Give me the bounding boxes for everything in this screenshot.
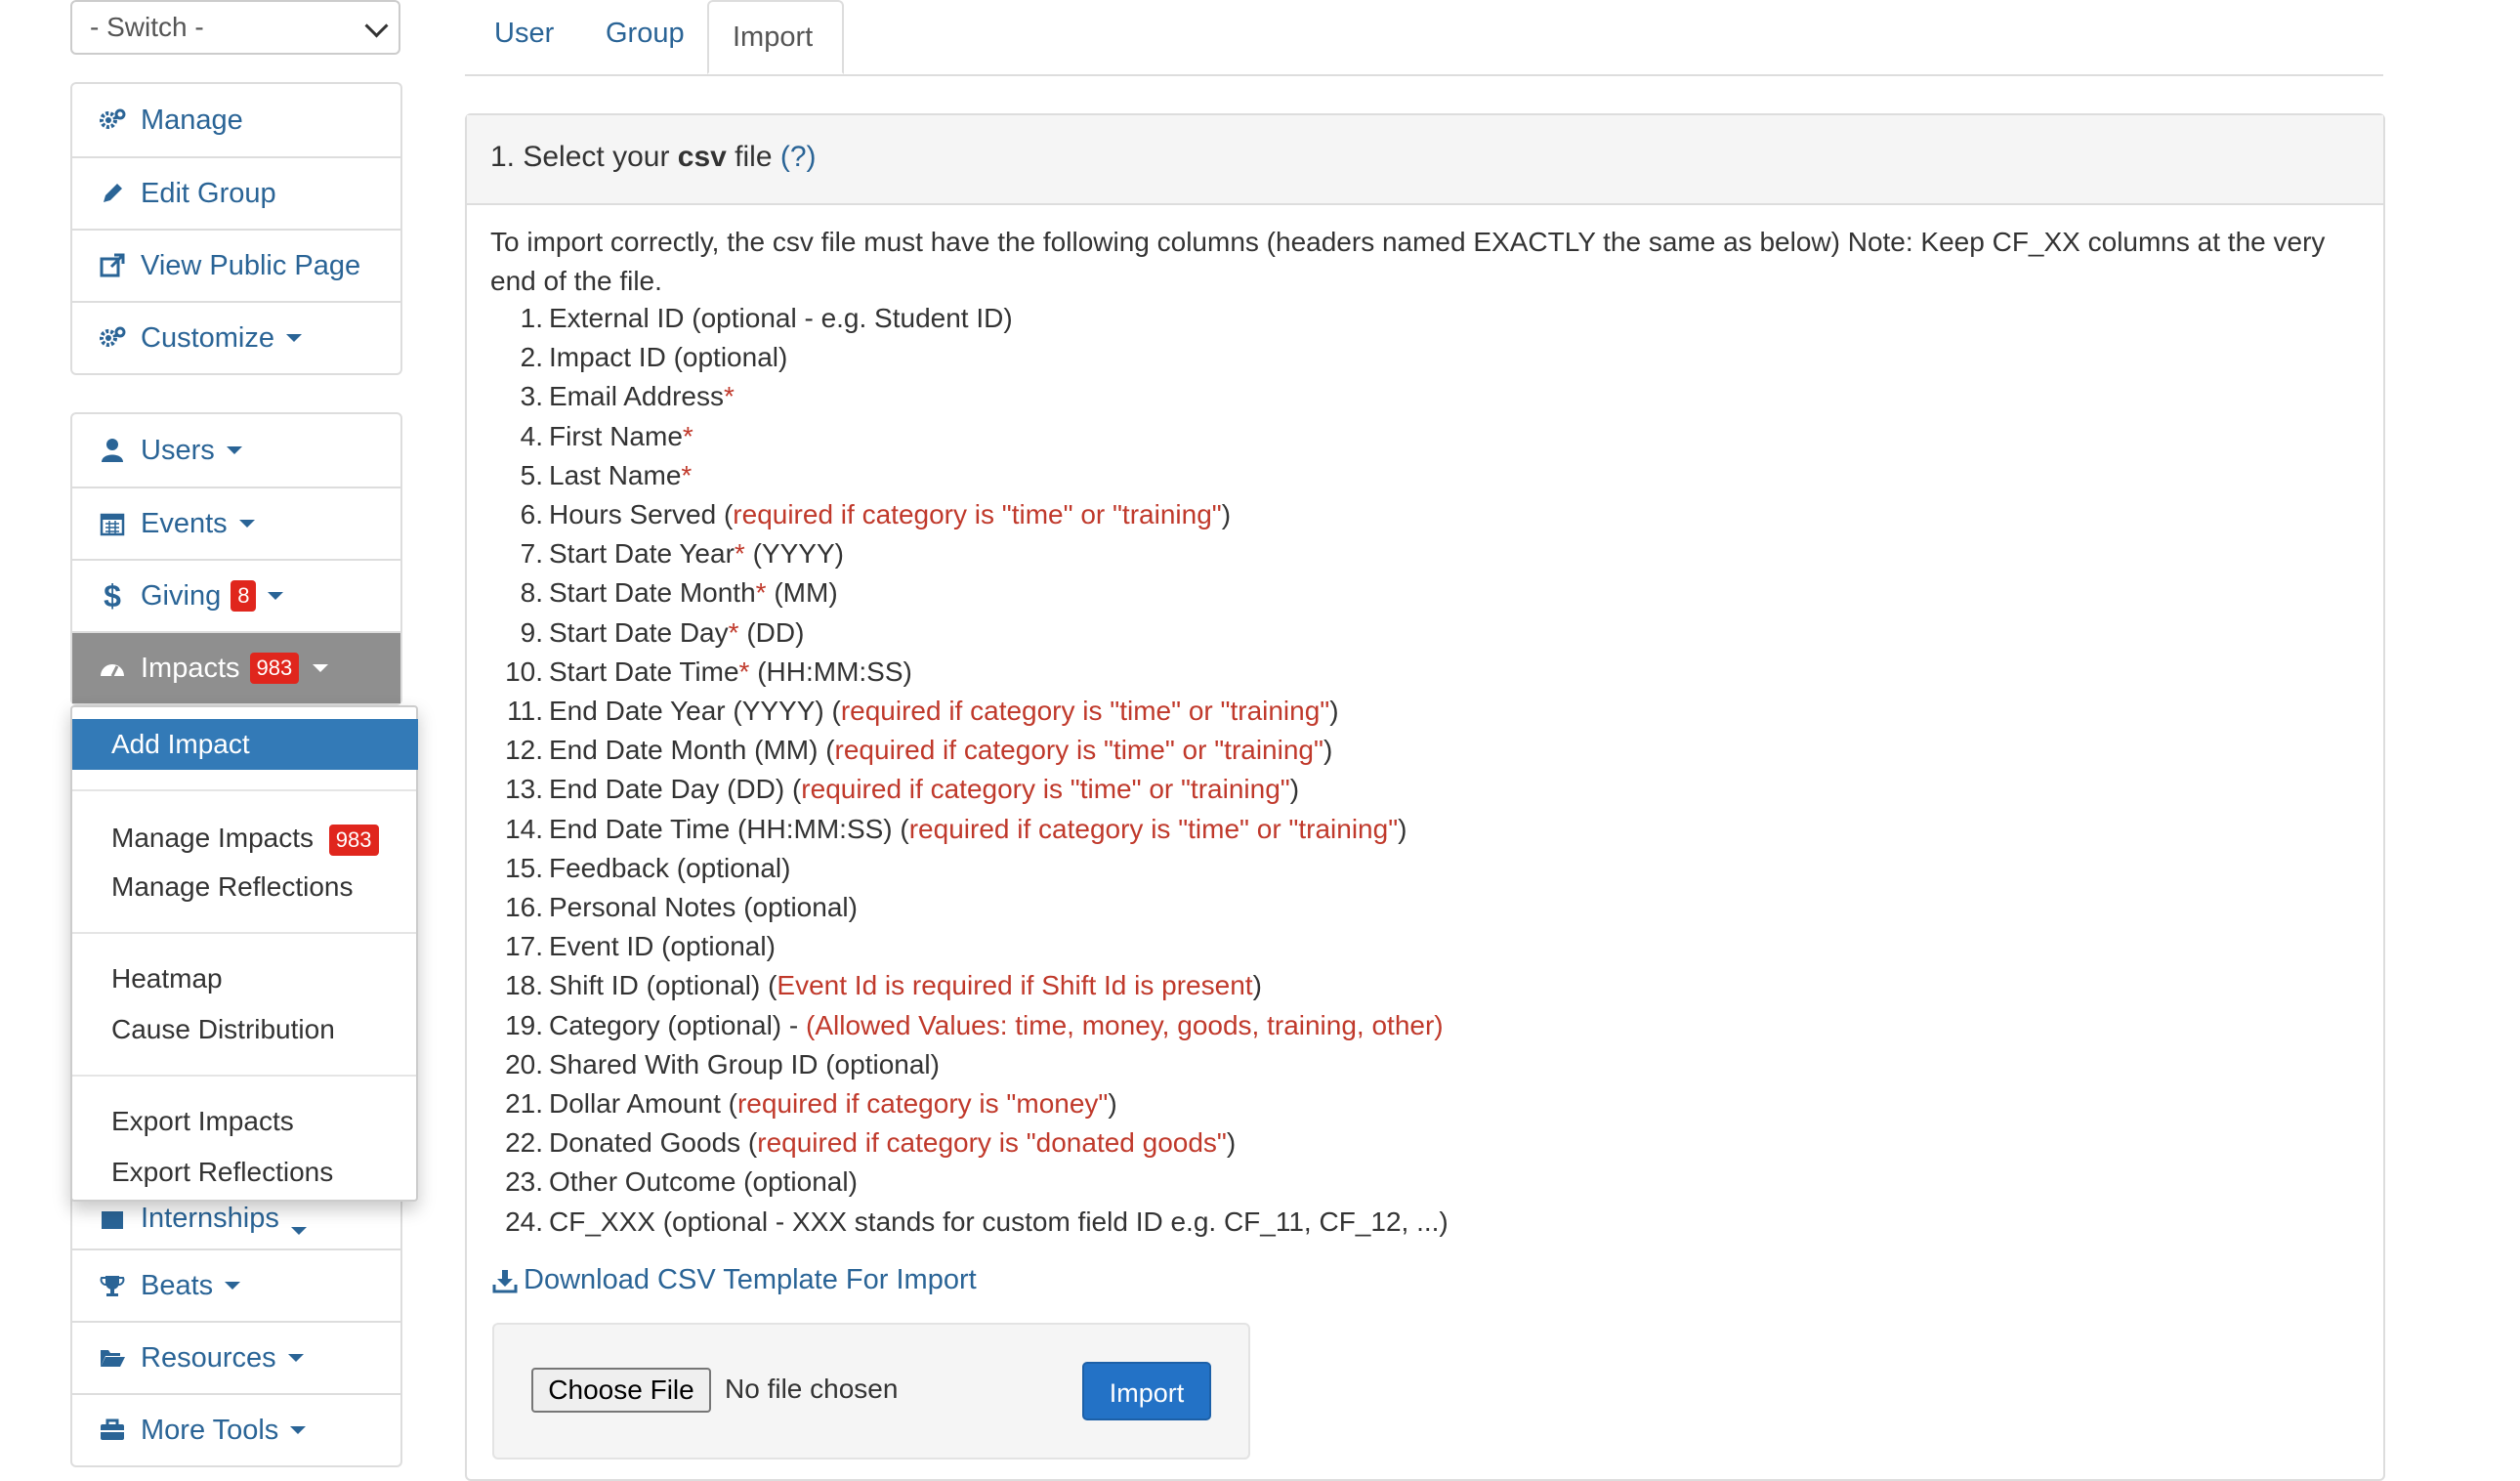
column-list-item	[496, 299, 1449, 338]
required-star: *	[755, 577, 767, 609]
column-note: required if category is "time" or "training"	[908, 813, 1399, 844]
required-star: *	[734, 538, 745, 570]
column-list	[496, 299, 1449, 1242]
sidebar-item-label: Events	[141, 507, 228, 539]
column-text: Feedback (optional)	[549, 852, 791, 883]
menu-item-manage-impacts[interactable]	[111, 823, 379, 856]
column-number: 2.	[520, 342, 543, 373]
menu-item-export-reflections[interactable]: Export Reflections	[111, 1157, 334, 1187]
panel-heading	[467, 115, 2383, 205]
column-list-item	[496, 1045, 1449, 1084]
sidebar-item-resources[interactable]	[72, 1321, 400, 1393]
menu-item-label: Manage Impacts	[111, 823, 314, 853]
column-number: 15.	[505, 852, 543, 883]
giving-count-badge: 8	[231, 580, 256, 612]
column-number: 11.	[507, 696, 543, 727]
column-text: Dollar Amount (	[549, 1088, 737, 1120]
column-suffix: (MM)	[766, 577, 838, 609]
book-icon	[98, 1206, 127, 1235]
column-list-item	[496, 417, 1449, 456]
column-list-item	[496, 534, 1449, 573]
column-list-item	[496, 927, 1449, 966]
file-status: No file chosen	[725, 1374, 899, 1404]
required-star: *	[723, 381, 735, 412]
caret-down-icon	[290, 1426, 306, 1434]
folder-open-icon	[98, 1343, 127, 1373]
sidebar-item-label: Manage	[141, 104, 243, 136]
column-list-item	[496, 1123, 1449, 1163]
switch-select-value: - Switch -	[90, 12, 204, 42]
column-note: required if category is "time" or "training"	[834, 735, 1323, 766]
column-text: Event ID (optional)	[549, 931, 776, 962]
column-suffix: )	[1252, 970, 1262, 1001]
column-suffix: )	[1329, 696, 1339, 727]
column-list-item	[496, 1084, 1449, 1123]
column-list-item	[496, 692, 1449, 731]
sidebar-item-more-tools[interactable]	[72, 1393, 400, 1465]
caret-down-icon	[239, 520, 255, 528]
column-list-item	[496, 810, 1449, 849]
column-suffix: )	[1221, 499, 1232, 530]
column-number: 3.	[520, 381, 543, 412]
column-text: CF_XXX (optional - XXX stands for custom field ID e.g. CF_11, CF_12, ...)	[549, 1206, 1449, 1237]
sidebar-item-beats[interactable]	[72, 1248, 400, 1321]
column-text: First Name	[549, 420, 683, 451]
column-number: 17.	[505, 931, 543, 962]
sidebar-item-impacts[interactable]	[72, 631, 400, 703]
column-list-item	[496, 731, 1449, 770]
column-text: Category (optional) -	[549, 1009, 807, 1040]
column-text: Hours Served (	[549, 499, 734, 530]
sidebar-item-label: View Public Page	[141, 249, 361, 281]
column-number: 18.	[505, 970, 543, 1001]
heading-prefix: 1. Select your	[490, 141, 678, 173]
column-number: 22.	[505, 1127, 543, 1159]
import-button[interactable]: Import	[1082, 1362, 1211, 1420]
column-number: 13.	[505, 774, 543, 805]
dollar-icon: $	[104, 577, 121, 614]
sidebar-item-label: Impacts	[141, 652, 240, 684]
sidebar-item-events[interactable]	[72, 487, 400, 559]
column-text: End Date Month (MM) (	[549, 735, 835, 766]
tab-import[interactable]: Import	[707, 0, 844, 74]
sidebar-item-label: Customize	[141, 321, 274, 354]
upload-form	[492, 1323, 1250, 1460]
heading-suffix: file	[726, 141, 780, 173]
chevron-down-icon	[364, 14, 388, 37]
column-number: 7.	[520, 538, 543, 570]
column-number: 9.	[520, 616, 543, 648]
column-list-item	[496, 888, 1449, 927]
calendar-icon	[98, 509, 127, 538]
download-template-link[interactable]	[492, 1264, 977, 1296]
column-suffix: (DD)	[738, 616, 805, 648]
column-note: required if category is "donated goods"	[757, 1127, 1227, 1159]
heading-csv: csv	[677, 141, 727, 173]
column-list-item	[496, 377, 1449, 416]
column-number: 23.	[505, 1166, 543, 1198]
column-note: required if category is "time" or "training"	[801, 774, 1290, 805]
impacts-count-badge: 983	[250, 653, 300, 684]
tab-bar	[465, 0, 2383, 76]
column-note: required if category is "time" or "training"	[840, 696, 1330, 727]
column-note: (Allowed Values: time, money, goods, training, other)	[806, 1009, 1444, 1040]
column-list-item	[496, 653, 1449, 692]
required-star: *	[682, 420, 693, 451]
column-text: End Date Time (HH:MM:SS) (	[549, 813, 909, 844]
sidebar-item-label: Giving	[141, 579, 222, 612]
help-link[interactable]: (?)	[779, 141, 817, 173]
column-text: Start Date Time	[549, 656, 739, 687]
sidebar-item-giving[interactable]	[72, 559, 400, 631]
dashboard-icon	[98, 654, 127, 683]
menu-item-add-impact[interactable]: Add Impact	[72, 719, 418, 770]
column-list-item	[496, 338, 1449, 377]
column-number: 16.	[505, 892, 543, 923]
column-number: 24.	[505, 1206, 543, 1237]
column-list-item	[496, 770, 1449, 809]
column-list-item	[496, 1203, 1449, 1242]
sidebar-group-manage	[70, 82, 402, 375]
menu-item-export-impacts[interactable]: Export Impacts	[111, 1106, 294, 1136]
column-number: 5.	[520, 459, 543, 490]
column-suffix: )	[1108, 1088, 1117, 1120]
column-number: 8.	[520, 577, 543, 609]
caret-down-icon	[288, 1354, 304, 1362]
column-text: Personal Notes (optional)	[549, 892, 858, 923]
menu-divider	[72, 1075, 416, 1077]
column-list-item	[496, 1006, 1449, 1045]
pencil-icon	[98, 179, 127, 208]
column-number: 14.	[505, 813, 543, 844]
menu-item-heatmap[interactable]: Heatmap	[111, 963, 223, 994]
column-text: Last Name	[549, 459, 682, 490]
sidebar-item-view-public-page[interactable]	[72, 229, 400, 301]
user-icon	[98, 436, 127, 465]
sidebar-item-manage[interactable]	[72, 84, 400, 156]
column-number: 20.	[505, 1048, 543, 1079]
column-text: Shared With Group ID (optional)	[549, 1048, 940, 1079]
gears-icon	[98, 106, 127, 135]
menu-item-manage-reflections[interactable]: Manage Reflections	[111, 871, 354, 902]
column-text: Start Date Day	[549, 616, 729, 648]
column-list-item	[496, 1163, 1449, 1202]
column-text: Impact ID (optional)	[549, 342, 788, 373]
sidebar-item-label: Beats	[141, 1269, 214, 1301]
column-number: 10.	[505, 656, 543, 687]
menu-item-cause-distribution[interactable]: Cause Distribution	[111, 1014, 335, 1044]
sidebar-group-tools	[70, 412, 402, 705]
sidebar-group-more	[70, 1178, 402, 1467]
column-text: End Date Year (YYYY) (	[549, 696, 841, 727]
caret-down-icon	[286, 334, 302, 342]
column-text: Email Address	[549, 381, 724, 412]
column-number: 1.	[520, 303, 543, 333]
column-list-item	[496, 495, 1449, 534]
column-suffix: (YYYY)	[744, 538, 844, 570]
column-text: End Date Day (DD) (	[549, 774, 802, 805]
column-note: required if category is "time" or "training"	[733, 499, 1222, 530]
sidebar-item-label: More Tools	[141, 1414, 279, 1446]
sidebar-item-customize[interactable]	[72, 301, 400, 373]
column-list-item	[496, 614, 1449, 653]
column-number: 12.	[505, 735, 543, 766]
toolbox-icon	[98, 1416, 127, 1445]
column-number: 19.	[505, 1009, 543, 1040]
caret-down-icon	[227, 446, 242, 454]
column-list-item	[496, 966, 1449, 1005]
required-star: *	[738, 656, 750, 687]
column-text: Shift ID (optional) (	[549, 970, 777, 1001]
sidebar-item-label: Internships	[141, 1203, 279, 1234]
tab-user[interactable]: User	[494, 18, 555, 49]
caret-down-icon	[268, 592, 283, 600]
menu-divider	[72, 789, 416, 791]
column-text: Start Date Year	[549, 538, 735, 570]
column-number: 21.	[505, 1088, 543, 1120]
column-suffix: )	[1323, 735, 1333, 766]
import-panel	[465, 113, 2385, 1481]
column-text: Other Outcome (optional)	[549, 1166, 858, 1198]
column-suffix: (HH:MM:SS)	[749, 656, 912, 687]
gears-icon	[98, 323, 127, 353]
required-star: *	[681, 459, 693, 490]
column-list-item	[496, 573, 1449, 613]
sidebar-item-users[interactable]	[72, 414, 400, 487]
required-star: *	[728, 616, 739, 648]
impacts-dropdown-menu	[70, 705, 418, 1202]
column-text: External ID (optional - e.g. Student ID)	[549, 303, 1013, 333]
column-number: 6.	[520, 499, 543, 530]
menu-divider	[72, 932, 416, 934]
column-number: 4.	[520, 420, 543, 451]
sidebar-item-label: Users	[141, 434, 215, 466]
tab-group[interactable]: Group	[606, 18, 685, 49]
manage-impacts-count-badge: 983	[329, 825, 379, 856]
caret-down-icon	[313, 664, 328, 672]
download-template-label: Download CSV Template For Import	[524, 1264, 977, 1295]
column-note: required if category is "money"	[736, 1088, 1109, 1120]
caret-down-icon	[291, 1227, 307, 1235]
column-list-item	[496, 456, 1449, 495]
external-link-icon	[98, 251, 127, 280]
column-suffix: )	[1289, 774, 1300, 805]
column-list-item	[496, 849, 1449, 888]
column-suffix: )	[1226, 1127, 1237, 1159]
column-note: Event Id is required if Shift Id is present	[777, 970, 1253, 1001]
download-icon	[492, 1268, 518, 1293]
caret-down-icon	[225, 1282, 240, 1290]
sidebar-item-label: Resources	[141, 1341, 276, 1374]
import-instructions: To import correctly, the csv file must have the following columns (headers named EXACTLY the same as below) Note: Keep CF_XX columns at the very end of the file.	[490, 227, 2326, 296]
column-text: Donated Goods (	[549, 1127, 758, 1159]
trophy-icon	[98, 1271, 127, 1300]
choose-file-button[interactable]: Choose File	[531, 1368, 711, 1413]
switch-select[interactable]	[70, 0, 400, 55]
column-text: Start Date Month	[549, 577, 756, 609]
sidebar-item-label: Edit Group	[141, 177, 276, 209]
sidebar-item-edit-group[interactable]	[72, 156, 400, 229]
column-suffix: )	[1398, 813, 1407, 844]
